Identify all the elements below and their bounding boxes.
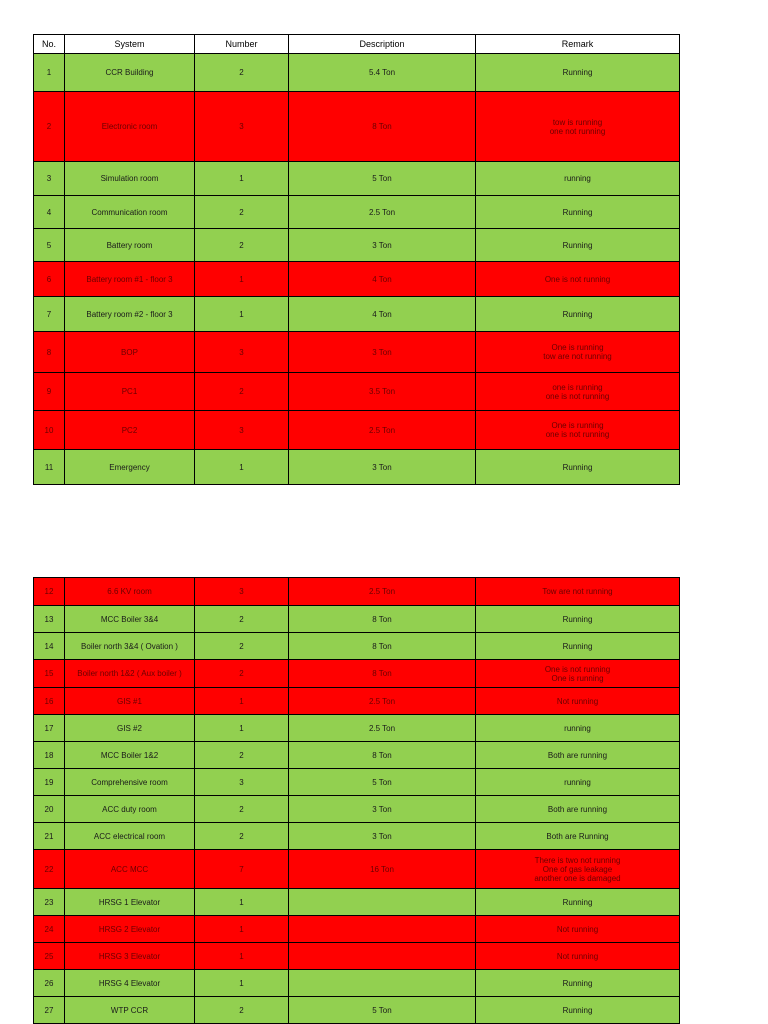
table-row bbox=[34, 970, 680, 997]
cell-remark: Not running bbox=[476, 916, 680, 943]
table-row bbox=[34, 229, 680, 262]
cell-description: 3 Ton bbox=[289, 796, 476, 823]
table-row bbox=[34, 262, 680, 297]
table-row bbox=[34, 297, 680, 332]
cell-remark: Not running bbox=[476, 688, 680, 715]
table-row bbox=[34, 688, 680, 715]
cell-remark: Running bbox=[476, 297, 680, 332]
cell-no: 14 bbox=[34, 633, 65, 660]
cell-number: 1 bbox=[195, 297, 289, 332]
cell-no: 25 bbox=[34, 943, 65, 970]
table-row bbox=[34, 373, 680, 411]
cell-number: 7 bbox=[195, 850, 289, 889]
table-row bbox=[34, 823, 680, 850]
ac-status-table-2 bbox=[33, 577, 680, 1024]
table-row bbox=[34, 943, 680, 970]
cell-description: 3 Ton bbox=[289, 823, 476, 850]
cell-system: WTP CCR bbox=[65, 997, 195, 1024]
cell-remark: Running bbox=[476, 54, 680, 92]
cell-remark: One is running tow are not running bbox=[476, 332, 680, 373]
cell-no: 26 bbox=[34, 970, 65, 997]
table-row bbox=[34, 162, 680, 196]
table-row bbox=[34, 796, 680, 823]
cell-number: 1 bbox=[195, 262, 289, 297]
cell-number: 3 bbox=[195, 769, 289, 796]
table-row bbox=[34, 633, 680, 660]
cell-no: 16 bbox=[34, 688, 65, 715]
header-remark: Remark bbox=[476, 35, 680, 54]
cell-description: 3.5 Ton bbox=[289, 373, 476, 411]
cell-remark: One is running one is not running bbox=[476, 411, 680, 450]
cell-remark: There is two not running One of gas leakage another one is damaged bbox=[476, 850, 680, 889]
header-system: System bbox=[65, 35, 195, 54]
cell-number: 2 bbox=[195, 606, 289, 633]
cell-description: 2.5 Ton bbox=[289, 196, 476, 229]
table-row bbox=[34, 850, 680, 889]
cell-description: 3 Ton bbox=[289, 332, 476, 373]
cell-system: 6.6 KV room bbox=[65, 578, 195, 606]
cell-remark: Not running bbox=[476, 943, 680, 970]
cell-remark: Both are running bbox=[476, 742, 680, 769]
cell-no: 24 bbox=[34, 916, 65, 943]
cell-no: 10 bbox=[34, 411, 65, 450]
cell-system: Boiler north 3&4 ( Ovation ) bbox=[65, 633, 195, 660]
cell-no: 6 bbox=[34, 262, 65, 297]
cell-no: 9 bbox=[34, 373, 65, 411]
cell-description bbox=[289, 970, 476, 997]
cell-system: MCC Boiler 1&2 bbox=[65, 742, 195, 769]
cell-description: 2.5 Ton bbox=[289, 688, 476, 715]
table-row bbox=[34, 332, 680, 373]
cell-no: 7 bbox=[34, 297, 65, 332]
cell-remark: running bbox=[476, 769, 680, 796]
cell-description: 8 Ton bbox=[289, 633, 476, 660]
table-row bbox=[34, 889, 680, 916]
cell-description: 8 Ton bbox=[289, 606, 476, 633]
cell-description: 5 Ton bbox=[289, 769, 476, 796]
cell-remark: Running bbox=[476, 606, 680, 633]
cell-no: 8 bbox=[34, 332, 65, 373]
cell-number: 2 bbox=[195, 196, 289, 229]
table-row bbox=[34, 54, 680, 92]
table-row bbox=[34, 450, 680, 485]
cell-system: ACC MCC bbox=[65, 850, 195, 889]
cell-number: 2 bbox=[195, 796, 289, 823]
cell-system: HRSG 3 Elevator bbox=[65, 943, 195, 970]
table-row bbox=[34, 916, 680, 943]
cell-system: Battery room bbox=[65, 229, 195, 262]
cell-no: 18 bbox=[34, 742, 65, 769]
cell-description: 2.5 Ton bbox=[289, 715, 476, 742]
table-row bbox=[34, 742, 680, 769]
cell-number: 2 bbox=[195, 229, 289, 262]
cell-number: 2 bbox=[195, 633, 289, 660]
cell-system: Comprehensive room bbox=[65, 769, 195, 796]
table-1-body bbox=[34, 54, 680, 485]
cell-no: 2 bbox=[34, 92, 65, 162]
header-no: No. bbox=[34, 35, 65, 54]
cell-number: 2 bbox=[195, 54, 289, 92]
cell-system: HRSG 2 Elevator bbox=[65, 916, 195, 943]
cell-no: 1 bbox=[34, 54, 65, 92]
cell-description: 3 Ton bbox=[289, 450, 476, 485]
cell-number: 2 bbox=[195, 823, 289, 850]
cell-system: HRSG 1 Elevator bbox=[65, 889, 195, 916]
cell-description: 4 Ton bbox=[289, 297, 476, 332]
cell-number: 1 bbox=[195, 916, 289, 943]
table-2-body bbox=[34, 578, 680, 1024]
cell-system: ACC duty room bbox=[65, 796, 195, 823]
table-row bbox=[34, 660, 680, 688]
ac-status-table-1 bbox=[33, 34, 680, 485]
cell-system: ACC electrical room bbox=[65, 823, 195, 850]
cell-number: 2 bbox=[195, 660, 289, 688]
cell-system: PC1 bbox=[65, 373, 195, 411]
cell-no: 19 bbox=[34, 769, 65, 796]
cell-description: 5 Ton bbox=[289, 997, 476, 1024]
cell-remark: Running bbox=[476, 633, 680, 660]
table-row bbox=[34, 606, 680, 633]
cell-system: CCR Building bbox=[65, 54, 195, 92]
cell-system: BOP bbox=[65, 332, 195, 373]
cell-system: Emergency bbox=[65, 450, 195, 485]
cell-number: 3 bbox=[195, 332, 289, 373]
cell-no: 20 bbox=[34, 796, 65, 823]
cell-number: 3 bbox=[195, 92, 289, 162]
table-header-row bbox=[34, 35, 680, 54]
cell-number: 2 bbox=[195, 997, 289, 1024]
cell-number: 3 bbox=[195, 411, 289, 450]
cell-description bbox=[289, 889, 476, 916]
cell-no: 5 bbox=[34, 229, 65, 262]
cell-no: 22 bbox=[34, 850, 65, 889]
cell-no: 11 bbox=[34, 450, 65, 485]
table-row bbox=[34, 92, 680, 162]
cell-description: 5 Ton bbox=[289, 162, 476, 196]
cell-no: 15 bbox=[34, 660, 65, 688]
cell-system: GIS #2 bbox=[65, 715, 195, 742]
cell-description: 8 Ton bbox=[289, 92, 476, 162]
cell-system: Boiler north 1&2 ( Aux boiler ) bbox=[65, 660, 195, 688]
cell-system: Simulation room bbox=[65, 162, 195, 196]
table-row bbox=[34, 578, 680, 606]
cell-no: 12 bbox=[34, 578, 65, 606]
cell-description: 2.5 Ton bbox=[289, 578, 476, 606]
cell-system: MCC Boiler 3&4 bbox=[65, 606, 195, 633]
cell-description bbox=[289, 916, 476, 943]
cell-remark: running bbox=[476, 162, 680, 196]
cell-remark: Running bbox=[476, 889, 680, 916]
cell-remark: Running bbox=[476, 970, 680, 997]
cell-description: 3 Ton bbox=[289, 229, 476, 262]
cell-remark: Running bbox=[476, 229, 680, 262]
cell-remark: Both are Running bbox=[476, 823, 680, 850]
table-row bbox=[34, 715, 680, 742]
cell-number: 2 bbox=[195, 742, 289, 769]
cell-remark: Running bbox=[476, 196, 680, 229]
cell-system: Battery room #1 - floor 3 bbox=[65, 262, 195, 297]
table-row bbox=[34, 997, 680, 1024]
cell-description: 16 Ton bbox=[289, 850, 476, 889]
cell-system: HRSG 4 Elevator bbox=[65, 970, 195, 997]
cell-system: PC2 bbox=[65, 411, 195, 450]
table-row bbox=[34, 411, 680, 450]
cell-remark: Running bbox=[476, 997, 680, 1024]
cell-description: 8 Ton bbox=[289, 660, 476, 688]
table-row bbox=[34, 196, 680, 229]
cell-remark: One is not running bbox=[476, 262, 680, 297]
cell-remark: One is not running One is running bbox=[476, 660, 680, 688]
header-description: Description bbox=[289, 35, 476, 54]
cell-description: 5.4 Ton bbox=[289, 54, 476, 92]
cell-no: 21 bbox=[34, 823, 65, 850]
cell-description: 8 Ton bbox=[289, 742, 476, 769]
cell-remark: Running bbox=[476, 450, 680, 485]
cell-no: 4 bbox=[34, 196, 65, 229]
cell-no: 17 bbox=[34, 715, 65, 742]
cell-remark: Both are running bbox=[476, 796, 680, 823]
cell-description: 4 Ton bbox=[289, 262, 476, 297]
header-number: Number bbox=[195, 35, 289, 54]
cell-no: 13 bbox=[34, 606, 65, 633]
cell-system: Electronic room bbox=[65, 92, 195, 162]
cell-description: 2.5 Ton bbox=[289, 411, 476, 450]
cell-number: 1 bbox=[195, 970, 289, 997]
cell-remark: tow is running one not running bbox=[476, 92, 680, 162]
cell-system: Communication room bbox=[65, 196, 195, 229]
table-row bbox=[34, 769, 680, 796]
cell-remark: Tow are not running bbox=[476, 578, 680, 606]
cell-no: 3 bbox=[34, 162, 65, 196]
cell-number: 1 bbox=[195, 889, 289, 916]
cell-system: GIS #1 bbox=[65, 688, 195, 715]
cell-remark: running bbox=[476, 715, 680, 742]
cell-number: 1 bbox=[195, 450, 289, 485]
cell-system: Battery room #2 - floor 3 bbox=[65, 297, 195, 332]
cell-number: 2 bbox=[195, 373, 289, 411]
cell-no: 27 bbox=[34, 997, 65, 1024]
cell-remark: one is running one is not running bbox=[476, 373, 680, 411]
cell-no: 23 bbox=[34, 889, 65, 916]
cell-number: 1 bbox=[195, 162, 289, 196]
cell-number: 1 bbox=[195, 715, 289, 742]
cell-number: 1 bbox=[195, 688, 289, 715]
cell-description bbox=[289, 943, 476, 970]
cell-number: 3 bbox=[195, 578, 289, 606]
cell-number: 1 bbox=[195, 943, 289, 970]
